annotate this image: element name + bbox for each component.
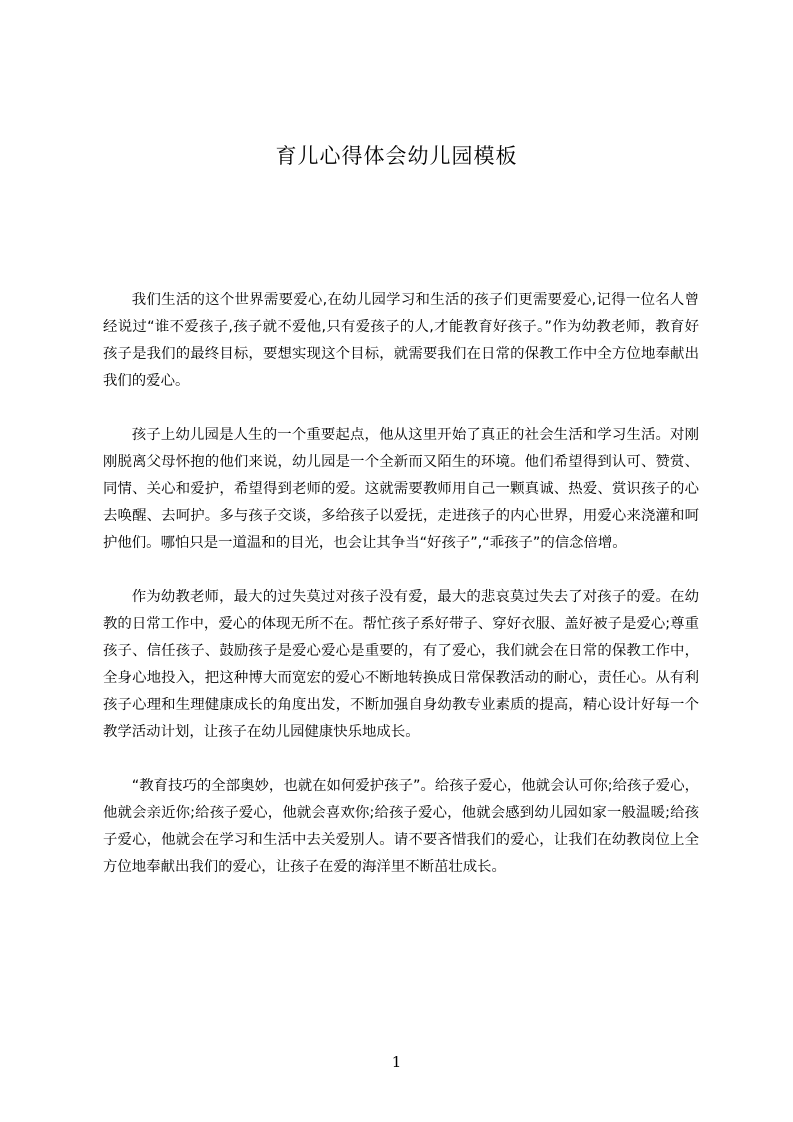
paragraph-3: 作为幼教老师，最大的过失莫过对孩子没有爱，最大的悲哀莫过失去了对孩子的爱。在幼教的日常工作中，爱心的体现无所不在。帮忙孩子系好带子、穿好衣服、盖好被子是爱心;尊重孩子、信任孩子、鼓励孩子是爱心爱心是重要的，有了爱心，我们就会在日常的保教工作中，全身心地投入，把这种博大而宽宏的爱心不断地转换成日常保教活动的耐心，责任心。从有利孩子心理和生理健康成长的角度出发，不断加强自身幼教专业素质的提高，精心设计好每一个教学活动计划，让孩子在幼儿园健康快乐地成长。 (103, 589, 699, 740)
document-body (103, 287, 699, 908)
page-title: 育儿心得体会幼儿园模板 (275, 144, 518, 168)
page-number: 1 (391, 1053, 402, 1071)
paragraph-1: 我们生活的这个世界需要爱心,在幼儿园学习和生活的孩子们更需要爱心,记得一位名人曾经说过“谁不爱孩子,孩子就不爱他,只有爱孩子的人,才能教育好孩子。”作为幼教老师，教育好孩子是我们的最终目标，要想实现这个目标，就需要我们在日常的保教工作中全方位地奉献出我们的爱心。 (103, 292, 699, 389)
paragraph-2: 孩子上幼儿园是人生的一个重要起点，他从这里开始了真正的社会生活和学习生活。对刚刚脱离父母怀抱的他们来说，幼儿园是一个全新而又陌生的环境。他们希望得到认可、赞赏、同情、关心和爱护，希望得到老师的爱。这就需要教师用自己一颗真诚、热爱、赏识孩子的心去唤醒、去呵护。多与孩子交谈，多给孩子以爱抚，走进孩子的内心世界，用爱心来浇灌和呵护他们。哪怕只是一道温和的目光，也会让其争当“好孩子”,“乖孩子”的信念倍增。 (103, 427, 699, 551)
paragraph-4: “教育技巧的全部奥妙，也就在如何爱护孩子”。给孩子爱心，他就会认可你;给孩子爱心，他就会亲近你;给孩子爱心，他就会喜欢你;给孩子爱心，他就会感到幼儿园如家一般温暖;给孩子爱心，他就会在学习和生活中去关爱别人。请不要吝惜我们的爱心，让我们在幼教岗位上全方位地奉献出我们的爱心，让孩子在爱的海洋里不断茁壮成长。 (103, 778, 699, 875)
